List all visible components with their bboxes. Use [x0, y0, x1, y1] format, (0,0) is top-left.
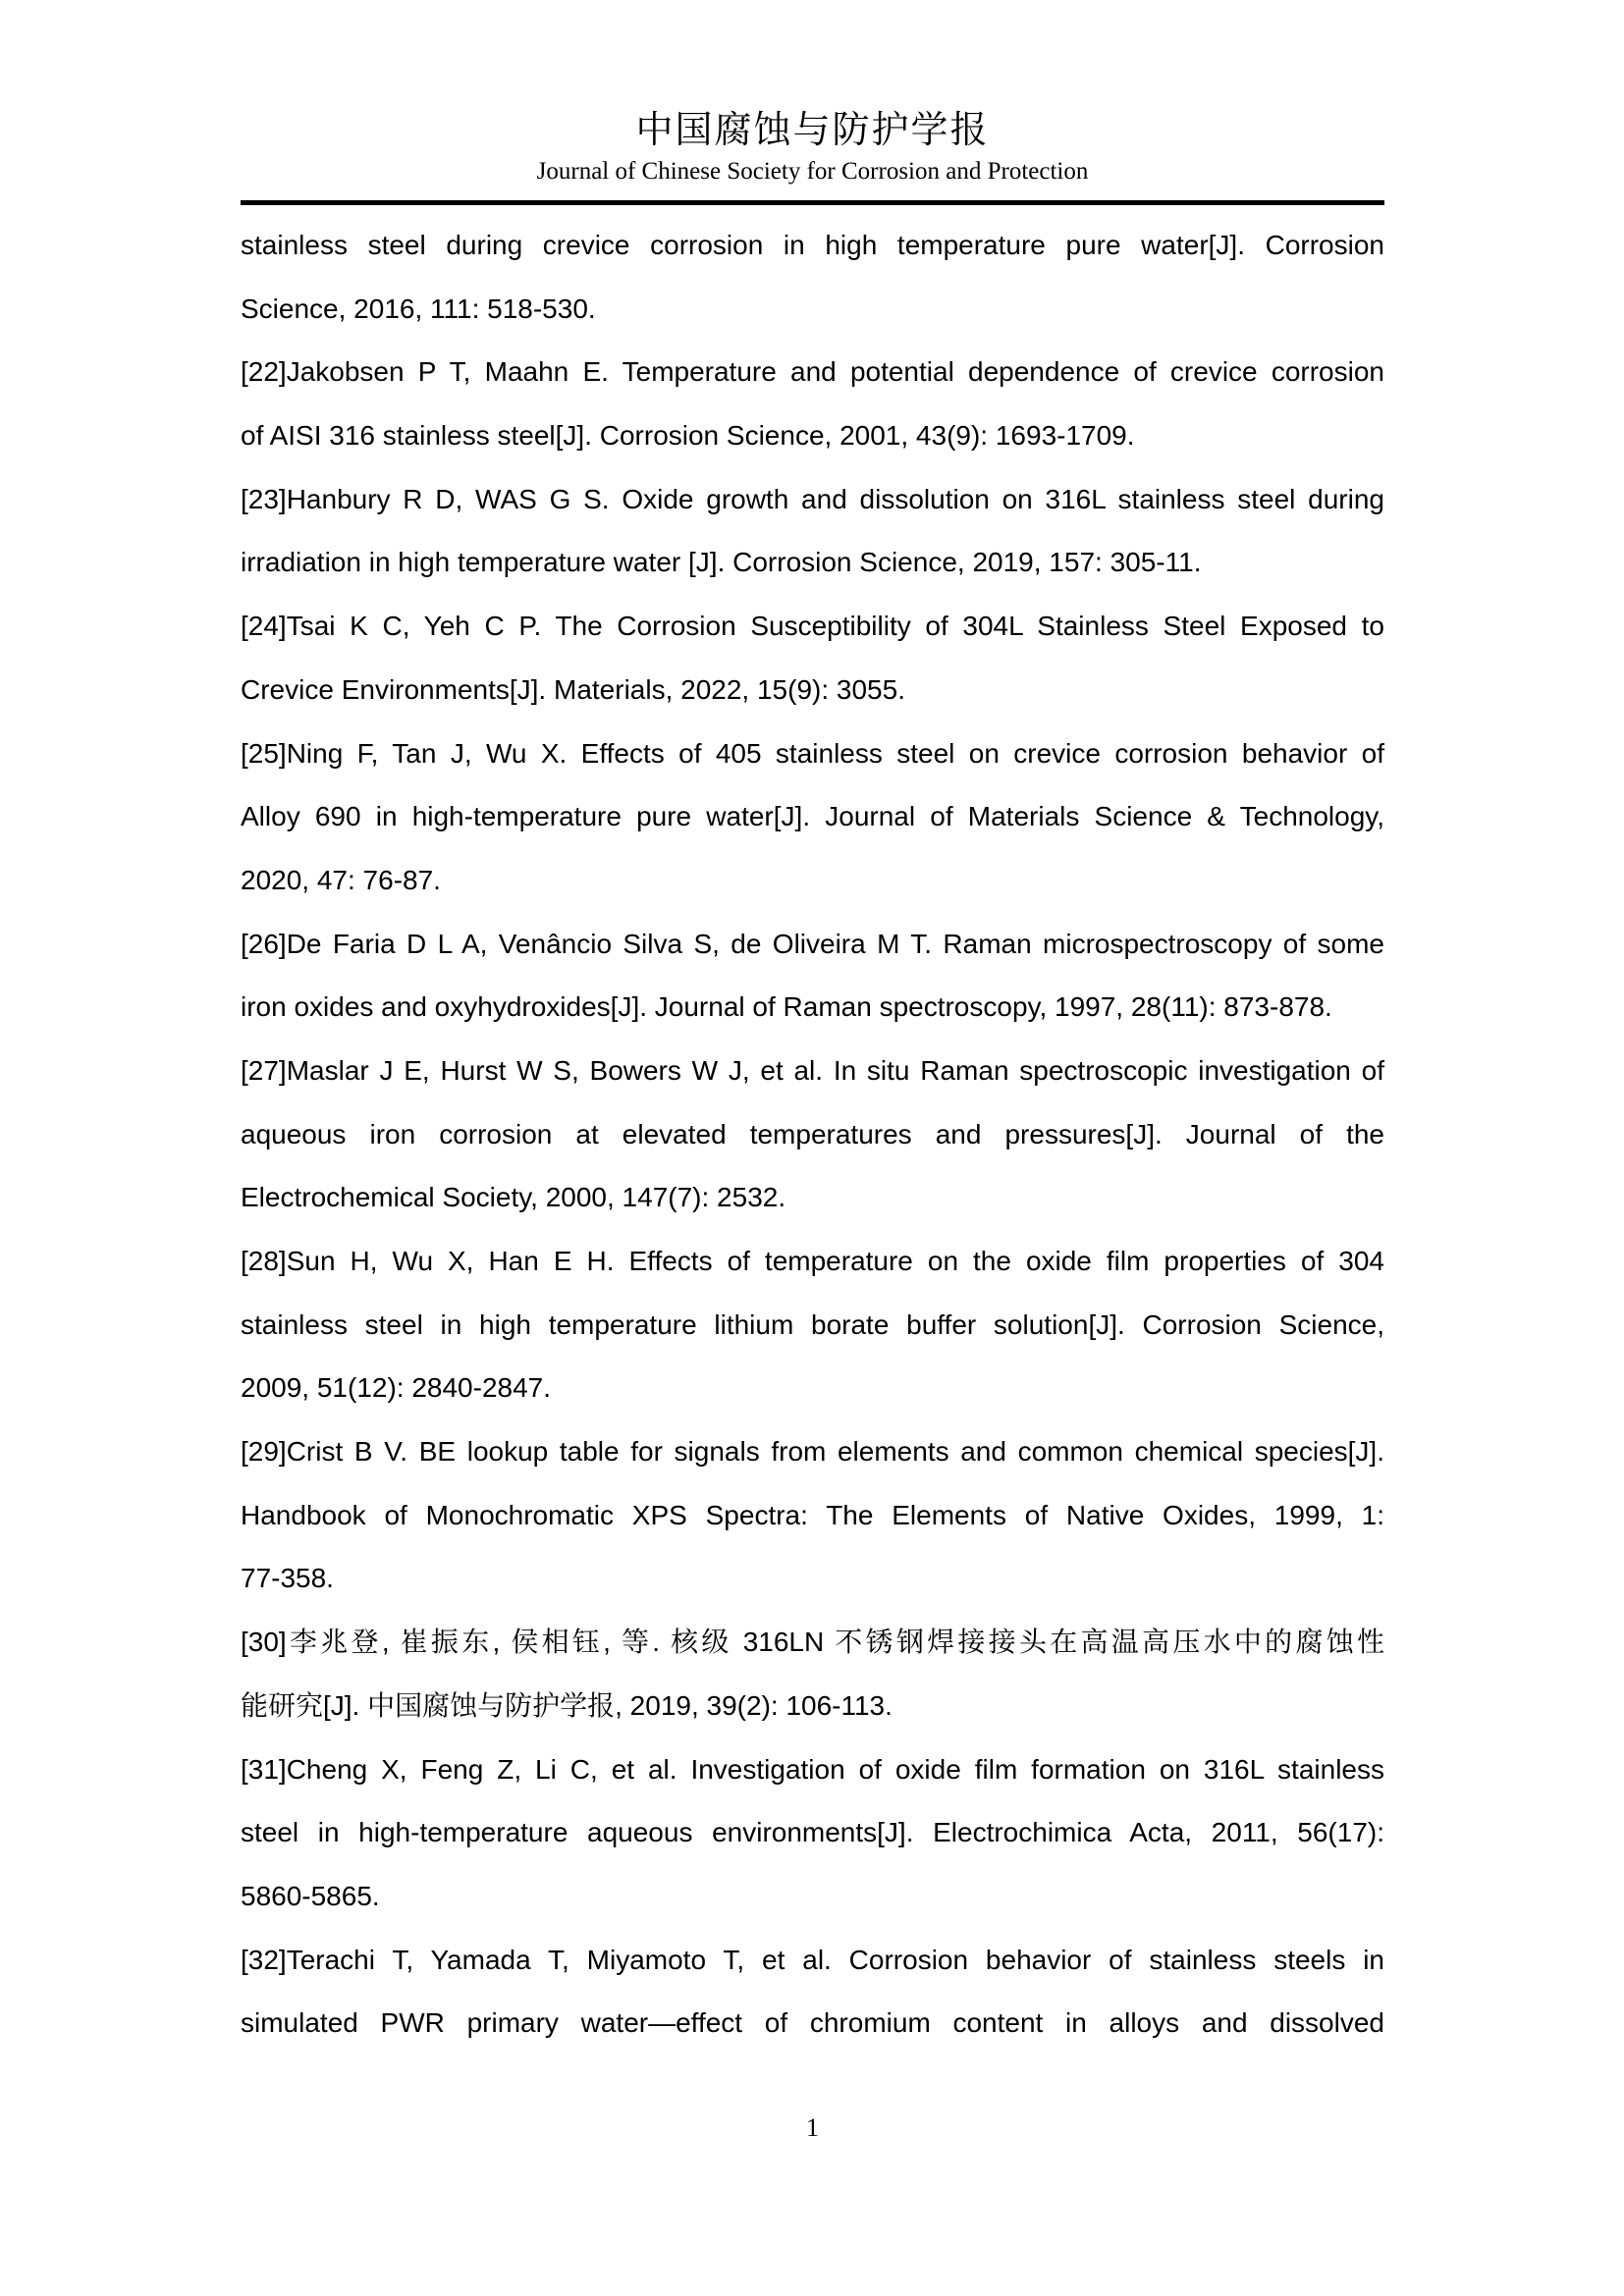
references-list	[241, 214, 1384, 2056]
reference-line: [29]Crist B V. BE lookup table for signals from elements and common chemical species[J].	[241, 1436, 1384, 1468]
reference-line: 77-358.	[241, 1563, 334, 1594]
reference-line: 2009, 51(12): 2840-2847.	[241, 1372, 552, 1404]
reference-line: stainless steel in high temperature lithium borate buffer solution[J]. Corrosion Science,	[241, 1308, 1384, 1340]
reference-line: simulated PWR primary water—effect of chromium content in alloys and dissolved	[241, 2007, 1384, 2039]
page-number: 1	[806, 2113, 819, 2142]
journal-title-chinese: 中国腐蚀与防护学报	[635, 110, 990, 151]
reference-line: Electrochemical Society, 2000, 147(7): 2532.	[241, 1182, 786, 1213]
reference-line: 2020, 47: 76-87.	[241, 864, 441, 895]
reference-line: iron oxides and oxyhydroxides[J]. Journal of Raman spectroscopy, 1997, 28(11): 873-878.	[241, 991, 1332, 1023]
reference-line: [23]Hanbury R D, WAS G S. Oxide growth and dissolution on 316L stainless steel during	[241, 483, 1384, 514]
reference-line: aqueous iron corrosion at elevated temperatures and pressures[J]. Journal of the	[241, 1118, 1384, 1149]
reference-line: Alloy 690 in high-temperature pure water[J]. Journal of Materials Science & Technology,	[241, 801, 1384, 832]
journal-title-english: Journal of Chinese Society for Corrosion and Protection	[536, 158, 1089, 185]
reference-line: Crevice Environments[J]. Materials, 2022, 15(9): 3055.	[241, 673, 905, 705]
reference-line: [31]Cheng X, Feng Z, Li C, et al. Investigation of oxide film formation on 316L stainless	[241, 1753, 1384, 1785]
reference-line: stainless steel during crevice corrosion in high temperature pure water[J]. Corrosion	[241, 230, 1384, 260]
reference-line: [26]De Faria D L A, Venâncio Silva S, de Oliveira M T. Raman microspectroscopy of some	[241, 928, 1384, 959]
reference-line: [22]Jakobsen P T, Maahn E. Temperature and potential dependence of crevice corrosion	[241, 356, 1384, 388]
page-footer	[241, 2109, 1384, 2148]
reference-line: irradiation in high temperature water [J]. Corrosion Science, 2019, 157: 305-11.	[241, 547, 1202, 578]
reference-line: steel in high-temperature aqueous environments[J]. Electrochimica Acta, 2011, 56(17):	[241, 1817, 1384, 1848]
reference-line: [30]李兆登, 崔振东, 侯相钰, 等. 核级 316LN 不锈钢焊接接头在高温高压水中的腐蚀性	[241, 1627, 1384, 1658]
reference-line: [24]Tsai K C, Yeh C P. The Corrosion Susceptibility of 304L Stainless Steel Exposed to	[241, 611, 1384, 642]
reference-line: 能研究[J]. 中国腐蚀与防护学报, 2019, 39(2): 106-113.	[241, 1689, 893, 1721]
page-header	[241, 106, 1384, 188]
reference-line: Handbook of Monochromatic XPS Spectra: The Elements of Native Oxides, 1999, 1:	[241, 1499, 1384, 1530]
reference-line: [25]Ning F, Tan J, Wu X. Effects of 405 stainless steel on crevice corrosion behavior of	[241, 737, 1384, 769]
reference-line: [32]Terachi T, Yamada T, Miyamoto T, et al. Corrosion behavior of stainless steels in	[241, 1944, 1384, 1975]
reference-line: [28]Sun H, Wu X, Han E H. Effects of temperature on the oxide film properties of 304	[241, 1246, 1384, 1276]
reference-line: 5860-5865.	[241, 1880, 380, 1911]
reference-line: [27]Maslar J E, Hurst W S, Bowers W J, et al. In situ Raman spectroscopic investigation of	[241, 1054, 1384, 1086]
header-divider	[241, 200, 1384, 205]
reference-line: of AISI 316 stainless steel[J]. Corrosion Science, 2001, 43(9): 1693-1709.	[241, 420, 1135, 452]
reference-line: Science, 2016, 111: 518-530.	[241, 293, 596, 324]
